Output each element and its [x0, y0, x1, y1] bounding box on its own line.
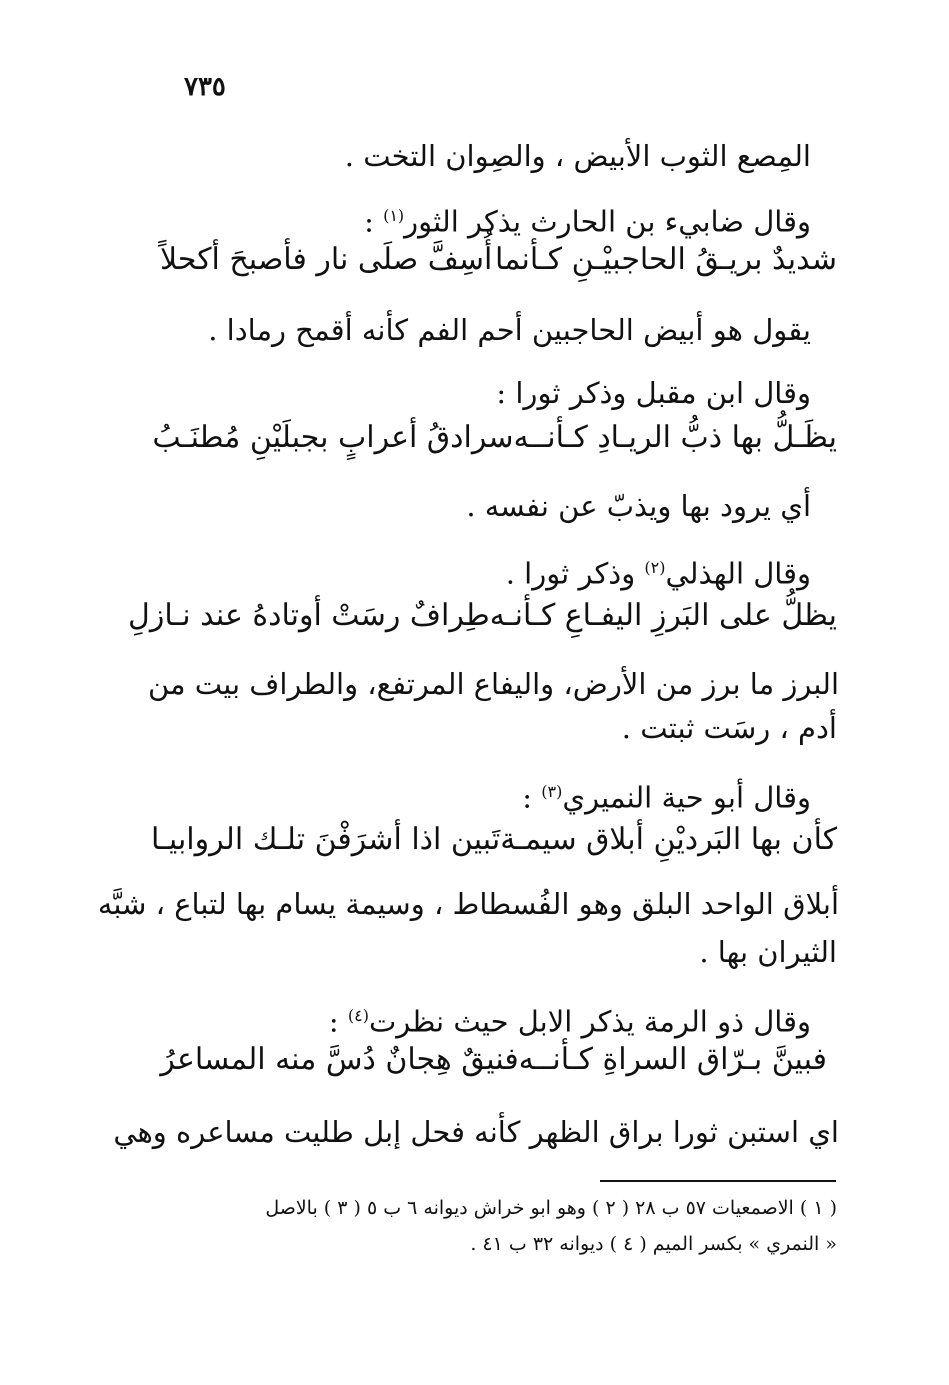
line-text: أي يرود بها ويذبّ عن نفسه . — [466, 489, 811, 523]
line-text: وقال أبو حية النميري — [562, 780, 811, 815]
verse-second-hemistich: فنيقٌ هِجانٌ دُسَّ منه المساعرُ — [160, 1042, 519, 1077]
line-text: وقال الهذلي — [665, 556, 811, 591]
verse-line — [152, 418, 837, 458]
text-line — [364, 196, 811, 242]
text-line — [345, 136, 811, 176]
verse-first-hemistich: شديدٌ بريـقُ الحاجبيْـنِ كـأنما — [495, 242, 837, 277]
line-tail: : — [364, 204, 384, 239]
verse-first-hemistich: كأن بها البَرديْنِ أبلاق سيمـة — [500, 822, 837, 857]
verse-second-hemistich: أُسِفَّ صلَى نار فأصبحَ أكحلاً — [160, 242, 493, 277]
line-text: وقال ذو الرمة يذكر الابل حيث نظرت — [368, 1004, 811, 1039]
text-line — [506, 548, 811, 594]
text-line — [496, 373, 811, 413]
footnote-text: « النمري » بكسر الميم ( ٤ ) ديوانه ٣٢ ب ٤١ . — [470, 1233, 837, 1255]
footnote-marker: (١) — [383, 206, 405, 225]
verse-second-hemistich: طِرافٌ رسَتْ أوتادهُ عند نـازلِ — [128, 598, 490, 633]
text-line — [699, 932, 837, 972]
verse-line — [150, 820, 837, 860]
line-text: البرز ما برز من الأرض، واليفاع المرتفع، والطراف بيت من — [147, 667, 839, 701]
text-line — [522, 772, 811, 818]
verse-first-hemistich: فبينَّ بـرّاق السراةِ كـأنــه — [518, 1042, 827, 1077]
verse-line — [160, 1040, 827, 1080]
verse-second-hemistich: تَبين اذا أشرَفْنَ تلـك الروابيـا — [150, 822, 501, 857]
line-tail: : — [328, 1004, 348, 1039]
line-text: المِصع الثوب الأبيض ، والصِوان التخت . — [344, 139, 811, 173]
text-line — [466, 486, 811, 526]
text-line — [147, 664, 839, 704]
line-text: وقال ضابيء بن الحارث يذكر الثور — [404, 204, 811, 239]
footnote-text: ( ١ ) الاصمعيات ٥٧ ب ٢٨ ( ٢ ) وهو ابو خراش ديوانه ٦ ب ٥ ( ٣ ) بالاصل — [265, 1197, 837, 1219]
line-text: يقول هو أبيض الحاجبين أحم الفم كأنه أقمح رمادا . — [208, 313, 811, 347]
text-line — [329, 996, 811, 1042]
footnote-line — [265, 1194, 837, 1222]
footnote-line — [470, 1230, 837, 1258]
text-line — [113, 1112, 839, 1152]
line-text: اي استبن ثورا براق الظهر كأنه فحل إبل طليت مساعره وهي — [113, 1115, 839, 1149]
footnote-marker: (٣) — [541, 782, 563, 801]
verse-first-hemistich: يظَـلُّ بها ذبُّ الريـادِ كـأنــه — [513, 420, 837, 455]
footnote-separator — [600, 1180, 836, 1182]
text-line — [97, 884, 839, 924]
verse-second-hemistich: سرادقُ أعرابٍ بجبلَيْنِ مُطنَـبُ — [152, 420, 514, 455]
line-text: وقال ابن مقبل وذكر ثورا : — [496, 376, 811, 410]
footnote-marker: (٢) — [644, 558, 666, 577]
verse-first-hemistich: يظلُّ على البَرزِ اليفـاعِ كـأنـه — [489, 598, 837, 633]
line-text: أبلاق الواحد البلق وهو الفُسطاط ، وسيمة يسام بها لتباع ، شبَّه — [97, 887, 839, 921]
verse-line — [128, 596, 837, 636]
text-line — [622, 708, 837, 748]
line-text: الثيران بها . — [699, 935, 837, 969]
line-text: أدم ، رسَت ثبتت . — [621, 711, 837, 745]
verse-line — [160, 240, 837, 280]
line-tail: وذكر ثورا . — [505, 556, 645, 591]
line-tail: : — [522, 780, 542, 815]
page-number: ٧٣٥ — [184, 72, 226, 102]
footnote-marker: (٤) — [347, 1006, 369, 1025]
text-line — [208, 310, 811, 350]
